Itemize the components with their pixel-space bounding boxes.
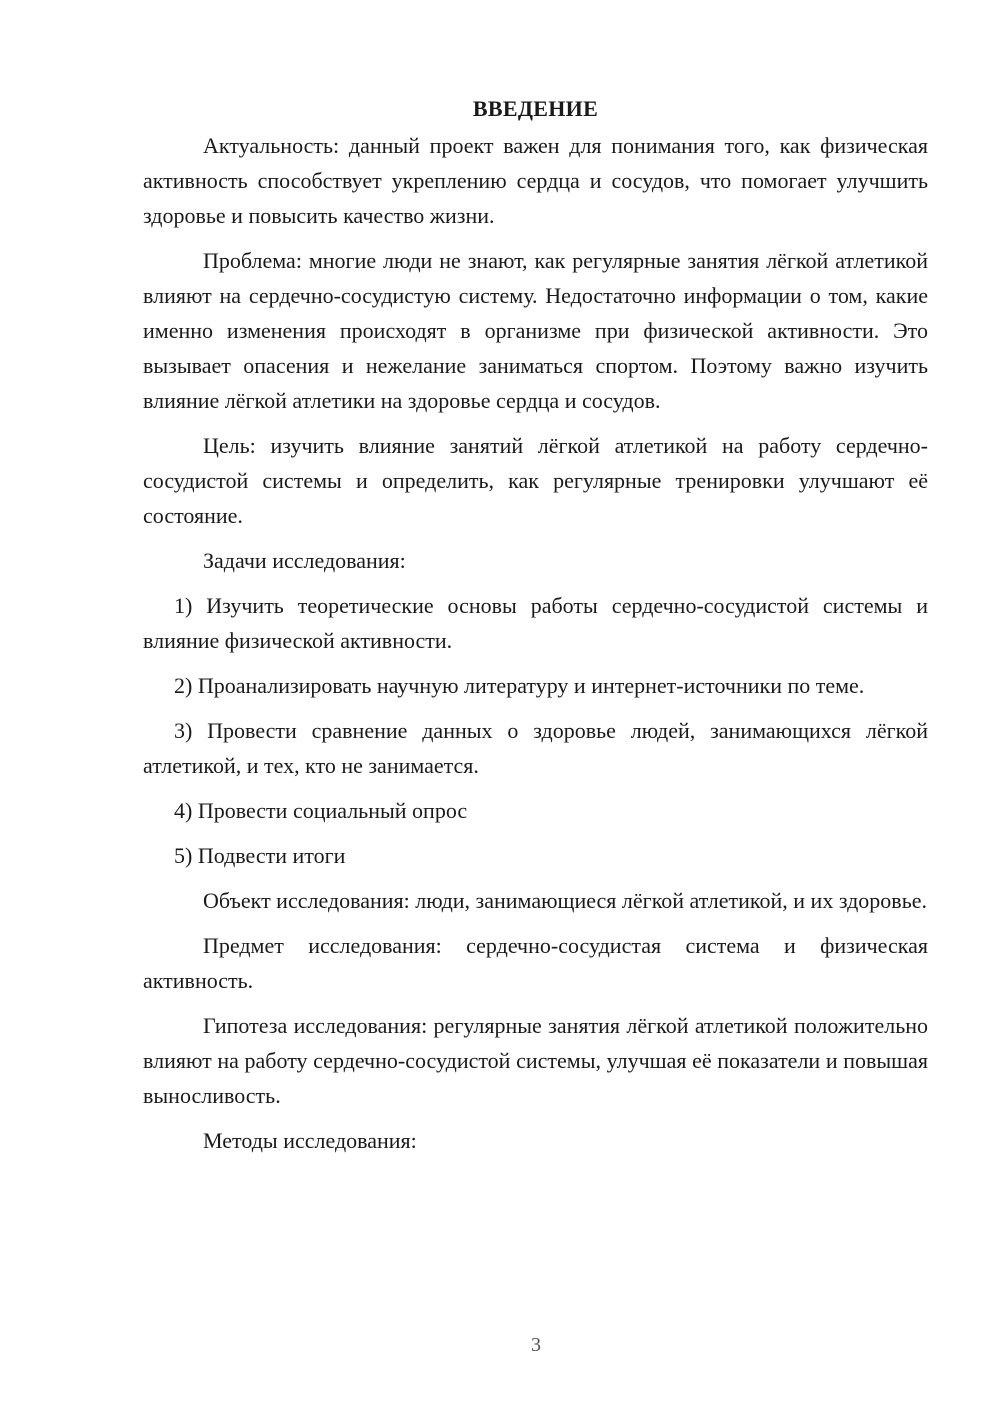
task-item: 4) Провести социальный опрос (174, 798, 468, 823)
spacer (143, 783, 928, 793)
spacer (143, 873, 928, 883)
spacer (143, 233, 928, 243)
task-item: 3) Провести сравнение данных о здоровье людей, занимающихся лёгкой атлетикой, и тех, кто не занимается. (143, 718, 928, 778)
task-item: 2) Проанализировать научную литературу и интернет-источники по теме. (174, 673, 865, 698)
spacer (143, 578, 928, 588)
hypothesis-paragraph: Гипотеза исследования: регулярные занятия лёгкой атлетикой положительно влияют на работу сердечно-сосудистой системы, улучшая её показатели и повышая выносливость. (143, 1013, 928, 1108)
relevance-paragraph: Актуальность: данный проект важен для понимания того, как физическая активность способствует укреплению сердца и сосудов, что помогает улучшить здоровье и повысить качество жизни. (143, 133, 928, 228)
task-item: 1) Изучить теоретические основы работы сердечно-сосудистой системы и влияние физической активности. (143, 593, 928, 653)
task-item: 5) Подвести итоги (174, 843, 346, 868)
spacer (143, 418, 928, 428)
spacer (143, 703, 928, 713)
page-title: ВВЕДЕНИЕ (472, 96, 599, 121)
subject-paragraph: Предмет исследования: сердечно-сосудистая система и физическая активность. (143, 933, 928, 993)
object-paragraph: Объект исследования: люди, занимающиеся лёгкой атлетикой, и их здоровье. (203, 888, 927, 913)
spacer (143, 918, 928, 928)
page-number: 3 (531, 1334, 541, 1356)
spacer (143, 658, 928, 668)
spacer (143, 998, 928, 1008)
goal-paragraph: Цель: изучить влияние занятий лёгкой атлетикой на работу сердечно-сосудистой системы и определить, как регулярные тренировки улучшают её состояние. (143, 433, 928, 528)
problem-paragraph: Проблема: многие люди не знают, как регулярные занятия лёгкой атлетикой влияют на сердечно-сосудистую систему. Недостаточно информации о том, какие именно изменения происходят в организме при физической активности. Это вызывает опасения и нежелание заниматься спортом. Поэтому важно изучить влияние лёгкой атлетики на здоровье сердца и сосудов. (143, 248, 928, 413)
methods-heading: Методы исследования: (203, 1128, 417, 1153)
document-page (143, 92, 928, 1158)
spacer (143, 533, 928, 543)
spacer (143, 828, 928, 838)
spacer (143, 1113, 928, 1123)
tasks-heading: Задачи исследования: (203, 548, 406, 573)
